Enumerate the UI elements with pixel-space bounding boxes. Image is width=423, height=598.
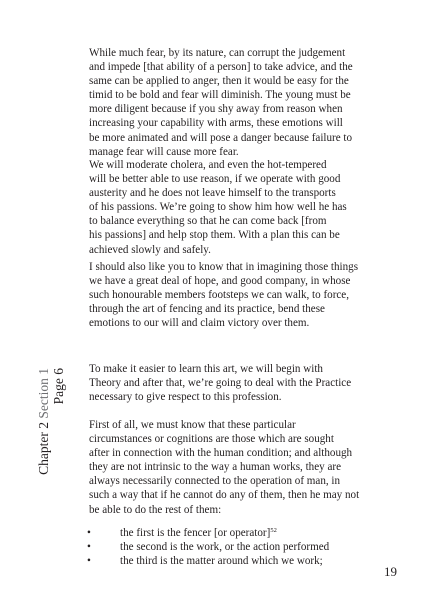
section-page-label: Page 6 (51, 368, 66, 405)
bullet-marker: • (87, 541, 91, 554)
bullet-list (87, 526, 397, 568)
section-label: Section 1 (36, 368, 51, 419)
list-item (87, 526, 397, 540)
list-item (87, 554, 397, 568)
body-paragraph: We will moderate cholera, and even the hot-tempered will be better able to use reason, if we operate with good austerity and he does not leave himself to the transports of his passions. We’re going to show him how well he has to balance everything so that he can come back [from his passions] and help stop them. With a plan this can be achieved slowly and safely. (89, 159, 347, 256)
list-item-text: the first is the fencer [or operator] (120, 527, 271, 539)
chapter-label: Chapter 2 (36, 422, 51, 475)
list-item-text: the second is the work, or the action performed (120, 541, 330, 554)
body-paragraph: While much fear, by its nature, can corrupt the judgement and impede [that ability of a person] to take advice, and the same can be applied to anger, then it would be easy for the timid to be bold and fear will diminish. The young must be more diligent because if you shy away from reason when increasing your capability with arms, these emotions will be more animated and will pose a danger because failure to manage fear will cause more fear. (89, 47, 353, 158)
body-paragraph: I should also like you to know that in imagining those things we have a great deal of hope, and good company, in whose such honourable members footsteps we can walk, to force, through the art of fencing and its practice, bend these emotions to our will and claim victory over them. (89, 261, 359, 330)
body-paragraph: First of all, we must know that these particular circumstances or cognitions are those which are sought after in connection with the human condition; and although they are not intrinsic to the way a human works, they are always necessarily connected to the operation of man, in such a way that if he cannot do any of them, then he may not be able to do the rest of them: (89, 419, 360, 516)
page-number: 19 (384, 564, 397, 579)
body-paragraph: To make it easier to learn this art, we will begin with Theory and after that, we’re going to deal with the Practice necessary to give respect to this profession. (89, 363, 352, 404)
list-item (87, 540, 397, 554)
bullet-marker: • (87, 527, 91, 539)
list-item-text: the third is the matter around which we work; (120, 555, 323, 568)
footnote-reference[interactable]: 52 (270, 527, 277, 534)
bullet-marker: • (87, 555, 91, 568)
chapter-section-label (36, 368, 72, 498)
